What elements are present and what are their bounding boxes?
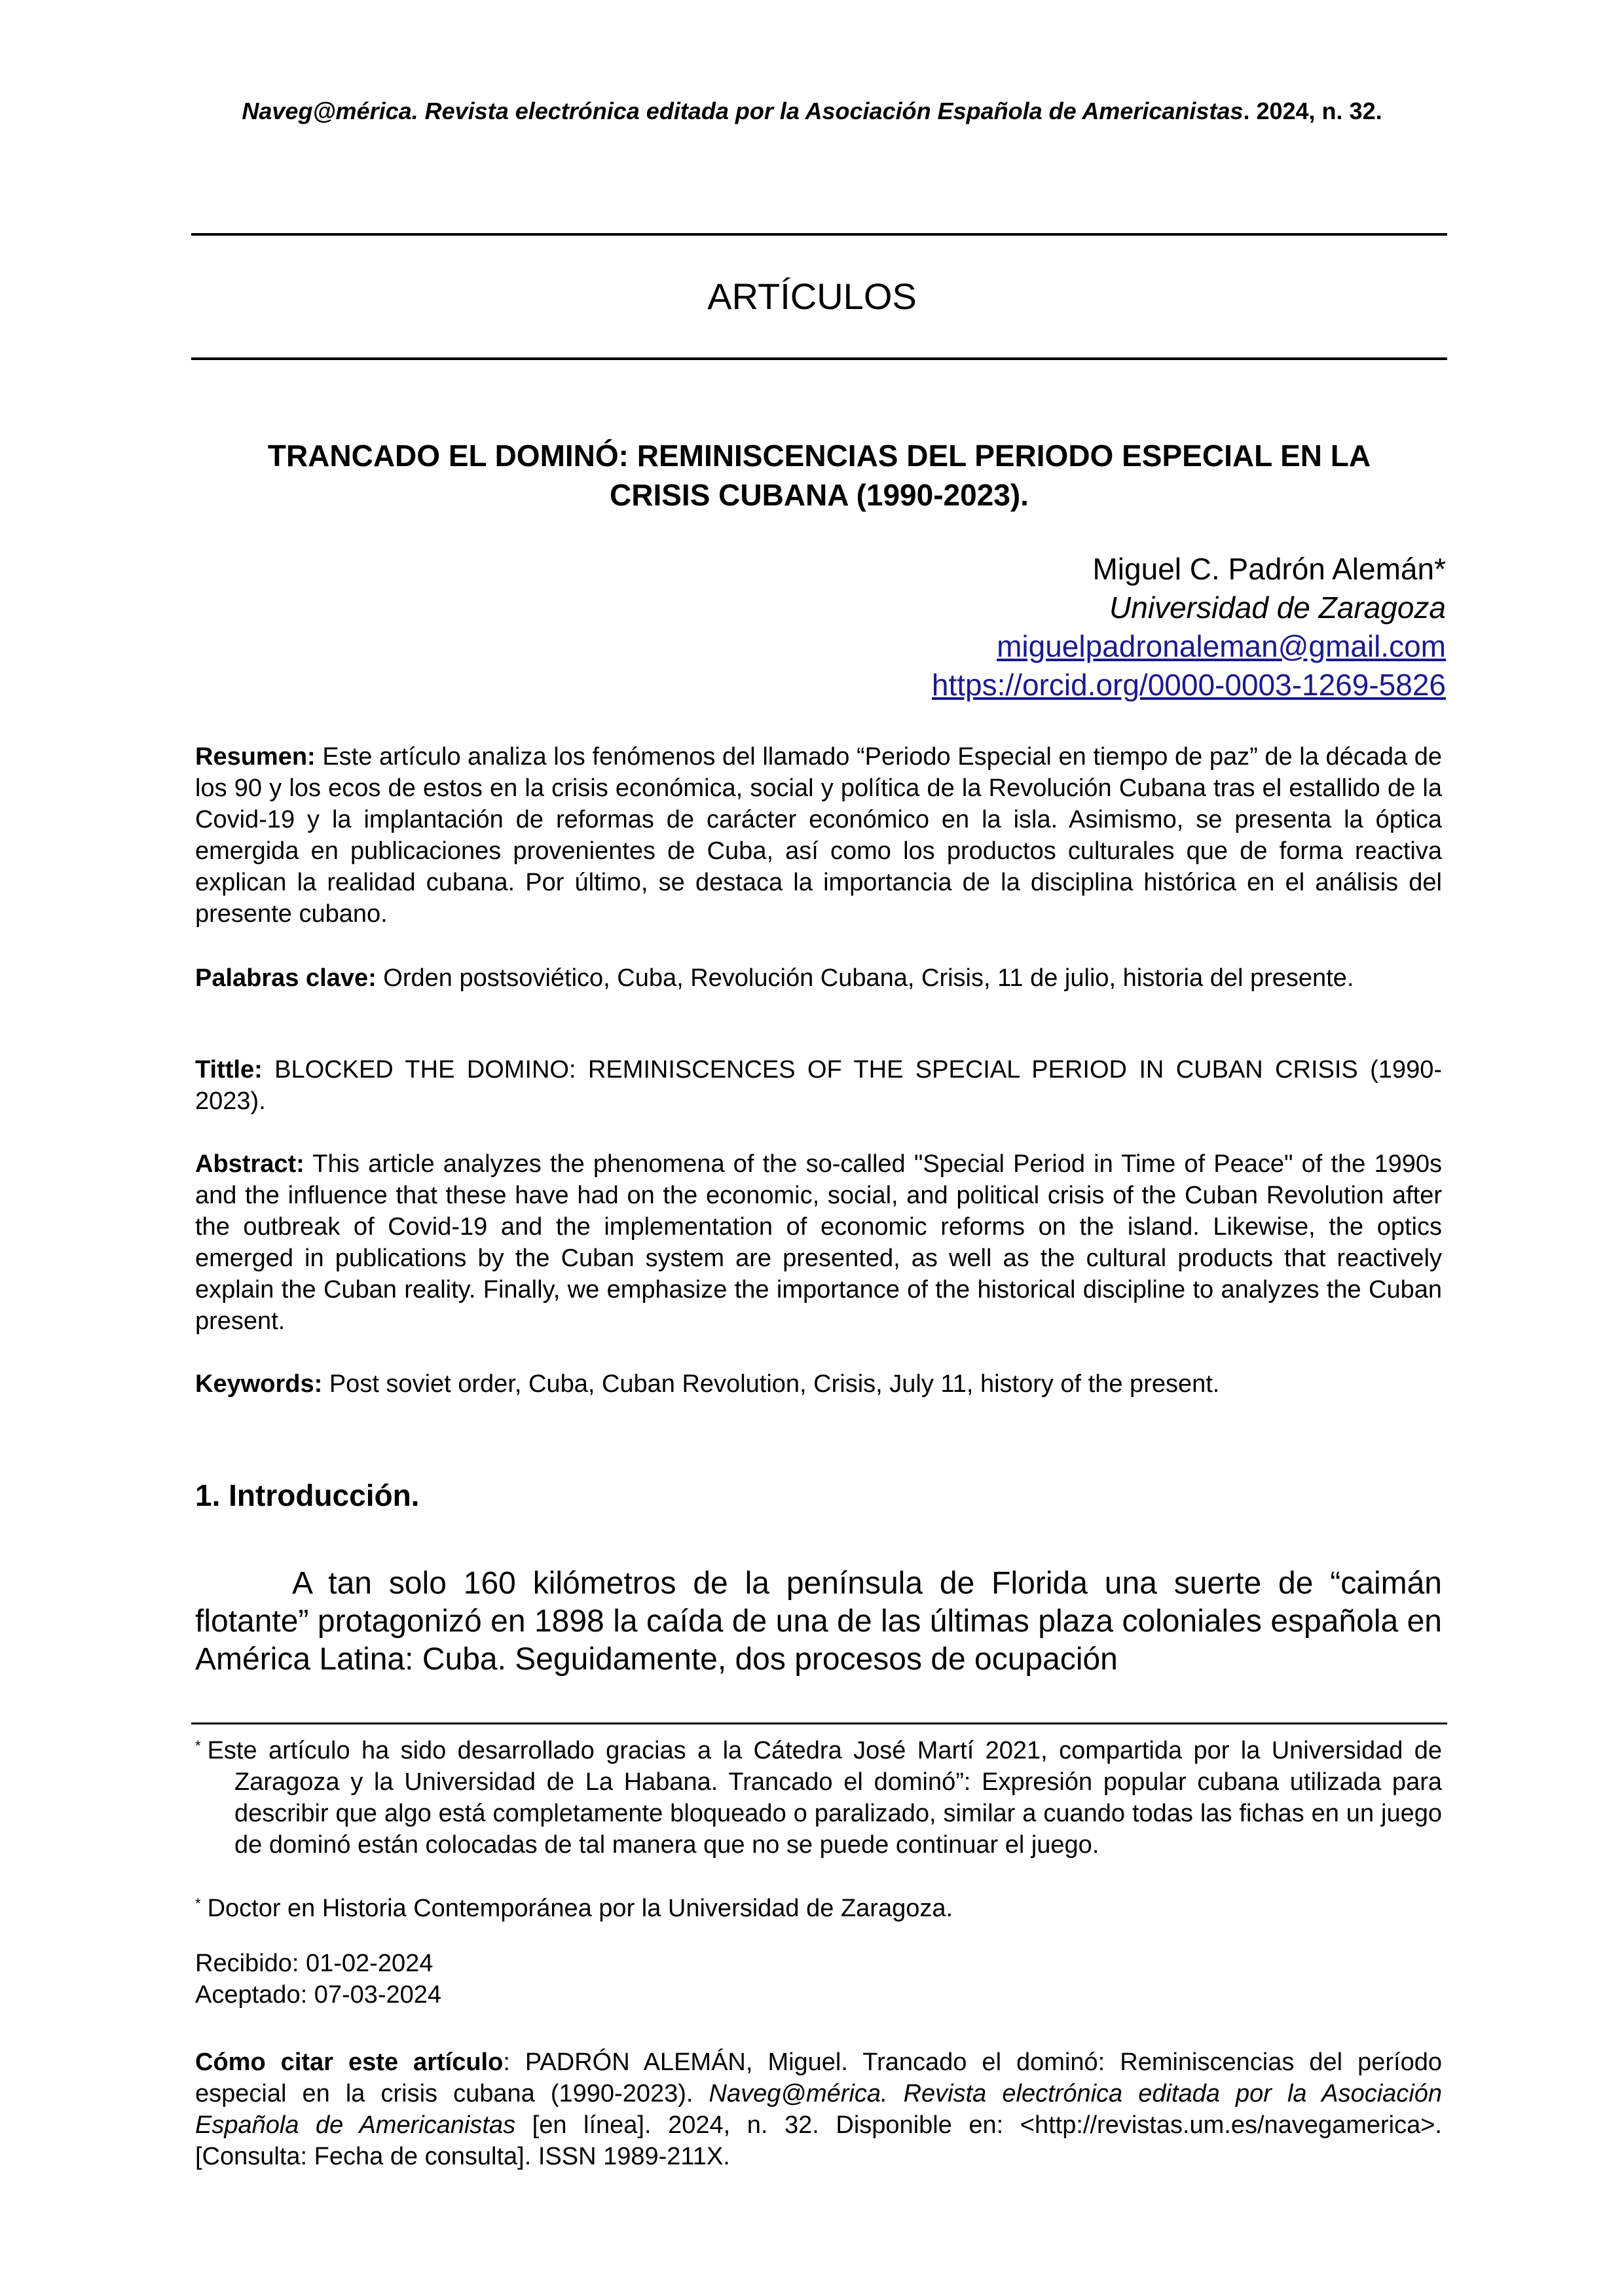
received-date: Recibido: 01-02-2024	[195, 1950, 434, 1977]
citation-text-1: : PADRÓN ALEMÁN, Miguel. Trancado el dominó: Reminiscencias del período especial en la crisis cubana (1990-2023).	[195, 2049, 1442, 2107]
abstract-text: This article analyzes the phenomena of the so-called "Special Period in Time of Peace" of the 1990s and the influence that these have had on the economic, social, and political crisis of the Cuban Revolution after the outbreak of Covid-19 and the implementation of economic reforms on the island. Likewise, the optics emerged in publications by the Cuban system are presented, as well as the cultural products that reactively explain the Cuban reality. Finally, we emphasize the importance of the historical discipline to analyzes the Cuban present.	[195, 1150, 1442, 1335]
english-title-label: Tittle:	[195, 1056, 263, 1084]
author-orcid-link[interactable]: https://orcid.org/0000-0003-1269-5826	[931, 668, 1446, 702]
resumen-paragraph	[195, 741, 1442, 930]
abstract-label: Abstract:	[195, 1150, 304, 1178]
journal-issue: . 2024, n. 32.	[1243, 98, 1382, 124]
abstract-paragraph	[195, 1148, 1442, 1337]
article-title-line-2: CRISIS CUBANA (1990-2023).	[610, 478, 1029, 512]
keywords-text: Post soviet order, Cuba, Cuban Revolution, Crisis, July 11, history of the present.	[322, 1370, 1220, 1398]
section-rule	[191, 357, 1447, 360]
submission-dates	[195, 1948, 441, 2011]
palabras-clave-text: Orden postsoviético, Cuba, Revolución Cubana, Crisis, 11 de julio, historia del presente.	[376, 964, 1354, 992]
keywords-paragraph	[195, 1368, 1442, 1400]
citation-paragraph	[195, 2047, 1442, 2172]
author-affiliation: Universidad de Zaragoza	[1109, 591, 1446, 625]
footnote-text: Doctor en Historia Contemporánea por la Universidad de Zaragoza.	[207, 1895, 953, 1922]
footnote-1	[195, 1730, 1442, 1861]
footnote-text: Este artículo ha sido desarrollado gracias a la Cátedra José Martí 2021, compartida por la Universidad de Zaragoza y la Universidad de La Habana. Trancado el dominó”: Expresión popular cubana utilizada para describir que algo está completamente bloqueado o paralizado, similar a cuando todas las fichas en un juego de dominó están colocadas de tal manera que no se puede continuar el juego.	[207, 1737, 1442, 1859]
author-block	[932, 550, 1446, 704]
citation-journal: Naveg@mérica. Revista electrónica editada por la Asociación Española de Americanistas	[195, 2080, 1442, 2139]
citation-text-2: [en línea]. 2024, n. 32. Disponible en: <http://revistas.um.es/navegamerica>. [Consulta: Fecha de consulta]. ISSN 1989-211X.	[195, 2111, 1442, 2170]
citation-label: Cómo citar este artículo	[195, 2049, 504, 2076]
palabras-clave-label: Palabras clave:	[195, 964, 377, 992]
journal-name: Naveg@mérica. Revista electrónica editada por la Asociación Española de Americanistas	[242, 98, 1244, 124]
english-title-text: BLOCKED THE DOMINO: REMINISCENCES OF THE SPECIAL PERIOD IN CUBAN CRISIS (1990-2023).	[195, 1056, 1442, 1115]
author-email-link[interactable]: miguelpadronaleman@gmail.com	[997, 629, 1446, 663]
article-title-line-1: TRANCADO EL DOMINÓ: REMINISCENCIAS DEL PERIODO ESPECIAL EN LA	[267, 439, 1371, 473]
footnote-separator	[191, 1722, 1447, 1724]
footnote-marker: *	[195, 1738, 201, 1754]
author-name: Miguel C. Padrón Alemán*	[1092, 552, 1446, 586]
english-title-paragraph	[195, 1054, 1442, 1117]
section-label: ARTÍCULOS	[707, 276, 917, 317]
accepted-date: Aceptado: 07-03-2024	[195, 1981, 442, 2009]
article-title	[191, 436, 1447, 515]
running-header	[0, 97, 1624, 126]
footnote-marker: *	[195, 1895, 201, 1912]
resumen-label: Resumen:	[195, 743, 316, 771]
palabras-clave-paragraph	[195, 962, 1442, 994]
section-heading-introduccion: 1. Introducción.	[195, 1478, 420, 1512]
top-rule	[191, 233, 1447, 236]
keywords-label: Keywords:	[195, 1370, 323, 1398]
footnote-2	[195, 1888, 1442, 1924]
intro-paragraph: A tan solo 160 kilómetros de la península de Florida una suerte de “caimán flotante” protagonizó en 1898 la caída de una de las últimas plaza coloniales española en América Latina: Cuba. Seguidamente, dos procesos de ocupación	[195, 1566, 1442, 1677]
resumen-text: Este artículo analiza los fenómenos del llamado “Periodo Especial en tiempo de paz” de la década de los 90 y los ecos de estos en la crisis económica, social y política de la Revolución Cubana tras el estallido de la Covid-19 y la implantación de reformas de carácter económico en la isla. Asimismo, se presenta la óptica emergida en publicaciones provenientes de Cuba, así como los productos culturales que de forma reactiva explican la realidad cubana. Por último, se destaca la importancia de la disciplina histórica en el análisis del presente cubano.	[195, 743, 1442, 928]
